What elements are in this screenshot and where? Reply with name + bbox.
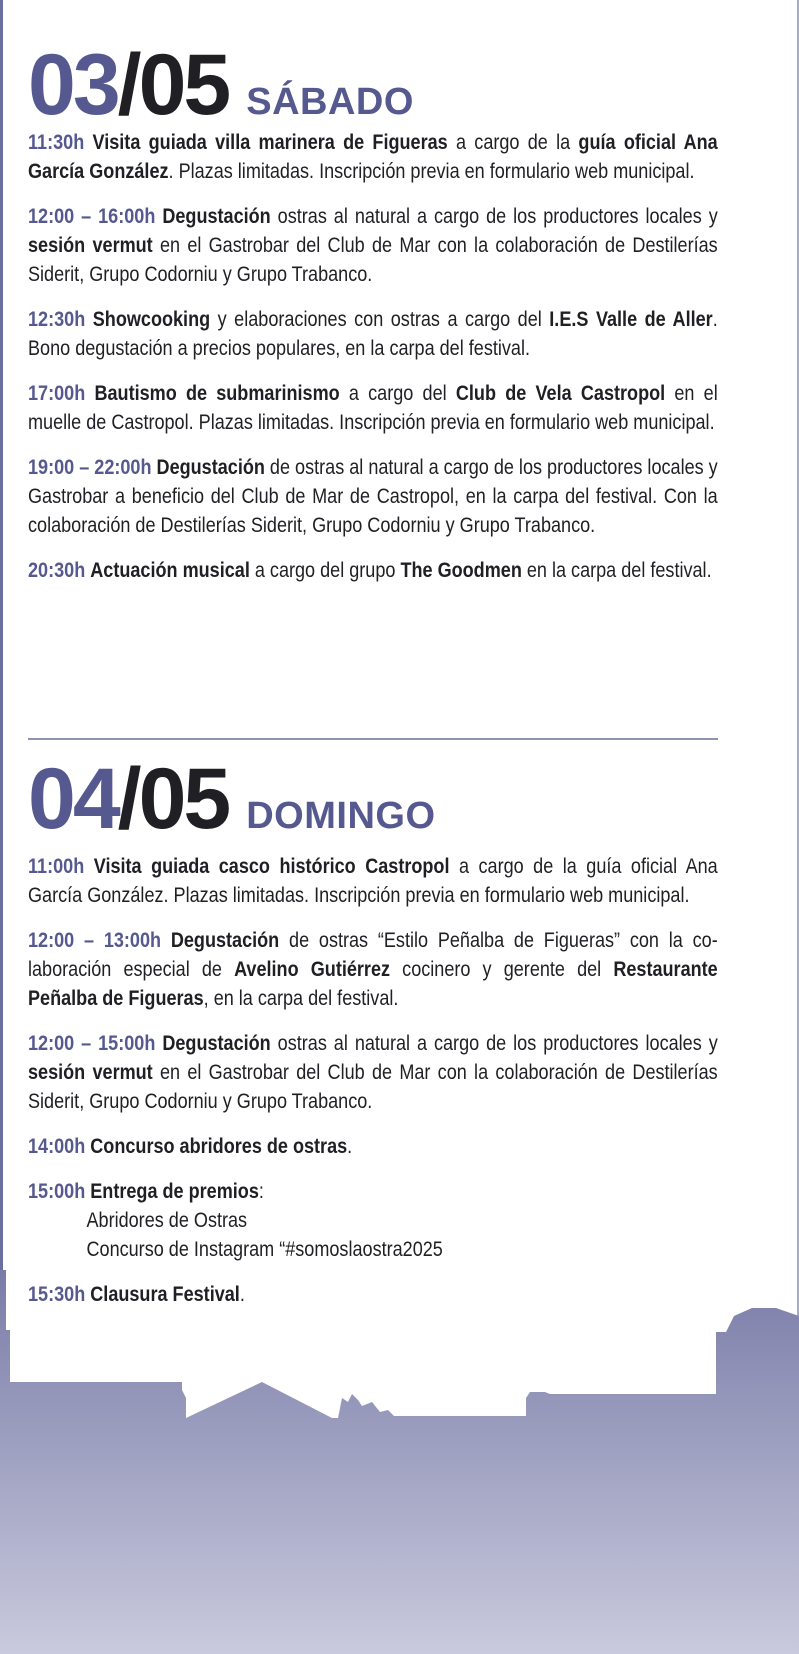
event-text: en el Gastrobar del Club de Mar con la colaboración de Destilerías Siderit, Grupo Codorniu y Grupo Trabanco. (28, 234, 718, 286)
event-title: Degustación (162, 1032, 271, 1055)
event-item (28, 852, 718, 910)
event-text: . (239, 1283, 245, 1306)
event-text: . (347, 1135, 353, 1158)
event-text: cocinero y gerente del (390, 958, 614, 981)
event-time: 14:00h (28, 1135, 86, 1158)
event-highlight: sesión vermut (28, 234, 153, 257)
award-category: Abridores de Ostras (86, 1209, 248, 1232)
event-time: 15:00h (28, 1180, 86, 1203)
event-text: . Plazas limitadas. Inscripción previa en formulario web municipal. (168, 160, 695, 183)
sunday-events (28, 852, 718, 1325)
event-item (28, 128, 718, 186)
event-text: : (258, 1180, 264, 1203)
event-time: 11:30h (28, 131, 85, 154)
event-highlight: Restaurante Peñalba de Figueras (28, 958, 718, 1010)
event-title: Clausura Festival (90, 1283, 240, 1306)
awards-item (28, 1177, 718, 1264)
date-day: 04 (28, 751, 118, 847)
date-number (28, 37, 229, 133)
event-time: 12:00 – 13:00h (28, 929, 162, 952)
event-text: en el muelle de Castropol. Plazas limitadas. Inscripción previa en formulario web municipal. (28, 382, 718, 434)
event-text: a cargo del grupo (249, 559, 401, 582)
event-time: 17:00h (28, 382, 86, 405)
event-time: 11:00h (28, 855, 85, 878)
event-item (28, 202, 718, 289)
event-text: en la carpa del festival. (521, 559, 712, 582)
town-skyline-illustration (0, 1270, 799, 1654)
event-time: 12:00 – 16:00h (28, 205, 156, 228)
event-time: 12:00 – 15:00h (28, 1032, 156, 1055)
award-category: Concurso de Instagram “#somoslaostra2025 (86, 1238, 443, 1261)
event-text: , en la carpa del festival. (203, 987, 399, 1010)
event-highlight: Avelino Gutiérrez (234, 958, 391, 981)
event-time: 15:30h (28, 1283, 86, 1306)
day-heading-sunday (28, 751, 436, 847)
event-time: 20:30h (28, 559, 86, 582)
date-day: 03 (28, 37, 118, 133)
event-item (28, 305, 718, 363)
event-highlight: The Goodmen (400, 559, 522, 582)
event-title: Visita guiada villa marinera de Figueras (92, 131, 448, 154)
event-text: de ostras “Estilo Peñalba de Figueras” con la co-laboración especial de (28, 929, 718, 981)
event-highlight: guía oficial Ana García González (28, 131, 718, 183)
event-title: Bautismo de submarinismo (94, 382, 340, 405)
event-highlight: I.E.S Valle de Aller (549, 308, 713, 331)
event-text: ostras al natural a cargo de los productores locales y (270, 1032, 718, 1055)
event-text: a cargo de la guía oficial Ana García González. Plazas limitadas. Inscripción previa en formulario web municipal. (28, 855, 718, 907)
saturday-events (28, 128, 718, 601)
date-month: /05 (117, 751, 229, 847)
event-title: Showcooking (92, 308, 211, 331)
event-item (28, 556, 718, 585)
event-time: 19:00 – 22:00h (28, 456, 152, 479)
event-time: 12:30h (28, 308, 86, 331)
event-title: Visita guiada casco histórico Castropol (93, 855, 450, 878)
event-item (28, 453, 718, 540)
event-title: Actuación musical (90, 559, 250, 582)
event-highlight: Club de Vela Castropol (455, 382, 666, 405)
event-text: ostras al natural a cargo de los productores locales y (270, 205, 718, 228)
event-text: a cargo de la (447, 131, 579, 154)
event-item (28, 379, 718, 437)
event-title: Degustación (162, 205, 271, 228)
event-highlight: sesión vermut (28, 1061, 153, 1084)
event-text: de ostras al natural a cargo de los productores locales y Gastrobar a beneficio del Club de Mar de Castropol, en la carpa del festival. Con la colaboración de Destilerías Siderit, Grupo Codorniu y Grupo Trabanco. (28, 456, 718, 537)
event-item (28, 926, 718, 1013)
event-title: Concurso abridores de ostras (90, 1135, 348, 1158)
event-title: Entrega de premios (90, 1180, 259, 1203)
event-text: y elaboraciones con ostras a cargo del (210, 308, 550, 331)
event-text: a cargo del (339, 382, 456, 405)
event-item (28, 1029, 718, 1116)
weekday-label: DOMINGO (246, 795, 436, 837)
event-text: en el Gastrobar del Club de Mar con la colaboración de Destilerías Siderit, Grupo Codorniu y Grupo Trabanco. (28, 1061, 718, 1113)
section-divider (28, 738, 718, 740)
event-title: Degustación (170, 929, 280, 952)
weekday-label: SÁBADO (246, 81, 414, 123)
day-heading-saturday (28, 37, 414, 133)
event-title: Degustación (156, 456, 265, 479)
date-number (28, 751, 229, 847)
event-item (28, 1132, 718, 1161)
date-month: /05 (117, 37, 229, 133)
event-text: . Bono degustación a precios populares, en la carpa del festival. (28, 308, 718, 360)
